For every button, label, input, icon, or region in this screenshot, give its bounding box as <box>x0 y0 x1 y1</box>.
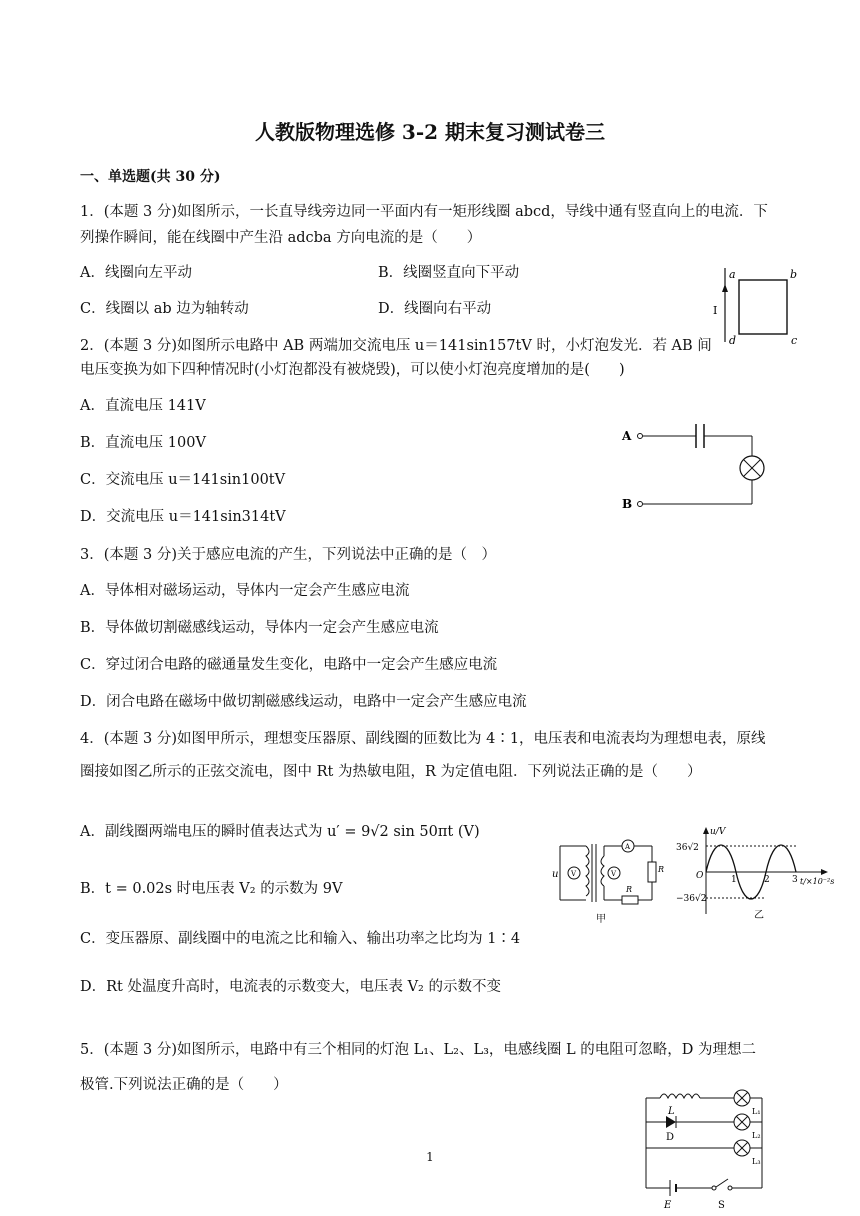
q4-stem-line1: 4．(本题 3 分)如图甲所示，理想变压器原、副线圈的匝数比为 4∶1，电压表和电流表均为理想电表，原线 <box>80 731 766 747</box>
inductor-label: L <box>668 1106 675 1117</box>
corner-d-label: d <box>729 334 737 347</box>
diode-label: D <box>666 1132 675 1143</box>
q1-option-a: A．线圈向左平动 <box>80 265 192 281</box>
q3-option-d: D．闭合电路在磁场中做切割磁感线运动，电路中一定会产生感应电流 <box>80 694 527 710</box>
q2-stem-line2: 电压变换为如下四种情况时(小灯泡都没有被烧毁)，可以使小灯泡亮度增加的是( ) <box>80 362 625 378</box>
svg-text:V: V <box>571 870 577 878</box>
q4-stem-line2: 圈接如图乙所示的正弦交流电，图中 Rt 为热敏电阻，R 为定值电阻．下列说法正确的是（ ） <box>80 764 702 780</box>
switch-label: S <box>718 1200 725 1211</box>
x-axis-label: t/×10⁻²s <box>800 877 835 886</box>
y-axis-label: u/V <box>710 827 726 837</box>
q3-option-a: A．导体相对磁场运动，导体内一定会产生感应电流 <box>80 583 410 599</box>
q4-option-c: C．变压器原、副线圈中的电流之比和输入、输出功率之比均为 1∶4 <box>80 931 521 947</box>
lamp-l1-label: L₁ <box>752 1107 761 1116</box>
q4-option-b: B．t = 0.02s 时电压表 V₂ 的示数为 9V <box>80 881 343 897</box>
q5-stem-line2: 极管.下列说法正确的是（ ） <box>80 1077 288 1093</box>
tick-2-label: 2 <box>764 875 770 885</box>
q4-option-d: D．Rt 处温度升高时，电流表的示数变大，电压表 V₂ 的示数不变 <box>80 979 501 995</box>
section-heading: 一、单选题(共 30 分) <box>80 169 221 185</box>
q1-option-d: D．线圈向右平动 <box>378 301 492 317</box>
lamp-l3-label: L₃ <box>752 1157 761 1166</box>
origin-label: O <box>696 871 704 881</box>
switch-icon <box>716 1179 728 1187</box>
current-label: I <box>713 304 718 317</box>
q1-stem-line2: 列操作瞬间，能在线圈中产生沿 adcba 方向电流的是（ ） <box>80 230 482 246</box>
q5-stem-line1: 5．(本题 3 分)如图所示，电路中有三个相同的灯泡 L₁、L₂、L₃，电感线圈 L 的电阻可忽略，D 为理想二 <box>80 1042 756 1058</box>
lamp-l2-label: L₂ <box>752 1131 761 1140</box>
resistor-icon <box>622 896 638 904</box>
q5-figure-lamp-circuit <box>636 1084 786 1212</box>
q1-option-c: C．线圈以 ab 边为轴转动 <box>80 301 249 317</box>
q1-stem-line1: 1．(本题 3 分)如图所示，一长直导线旁边同一平面内有一矩形线圈 abcd，导线中通有竖直向上的电流．下 <box>80 204 768 220</box>
q2-option-d: D．交流电压 u＝141sin314tV <box>80 509 286 525</box>
q4-option-a: A．副线圈两端电压的瞬时值表达式为 u′ = 9√2 sin 50πt (V) <box>80 824 480 840</box>
terminal-a-label: A <box>622 429 632 443</box>
page-number: 1 <box>426 1150 434 1164</box>
page-title: 人教版物理选修 3-2 期末复习测试卷三 <box>254 120 606 144</box>
q2-option-c: C．交流电压 u＝141sin100tV <box>80 472 286 488</box>
q2-option-b: B．直流电压 100V <box>80 435 206 451</box>
svg-text:R: R <box>658 865 665 874</box>
q2-stem-line1: 2．(本题 3 分)如图所示电路中 AB 两端加交流电压 u＝141sin157tV 时，小灯泡发光．若 AB 间 <box>80 338 712 354</box>
q3-option-b: B．导体做切割磁感线运动，导体内一定会产生感应电流 <box>80 620 439 636</box>
y-max-label: 36√2 <box>676 843 699 853</box>
q2-option-a: A．直流电压 141V <box>80 398 206 414</box>
svg-text:A: A <box>625 843 631 851</box>
corner-b-label: b <box>790 268 798 281</box>
battery-label: E <box>664 1200 672 1211</box>
q1-figure-wire-coil <box>705 262 805 350</box>
q3-stem: 3．(本题 3 分)关于感应电流的产生，下列说法中正确的是（ ） <box>80 547 496 563</box>
corner-a-label: a <box>729 268 736 281</box>
thermistor-icon <box>648 862 656 882</box>
q1-option-b: B．线圈竖直向下平动 <box>378 265 520 281</box>
q4-figure-sine-graph <box>676 822 844 922</box>
tick-3-label: 3 <box>792 875 798 885</box>
q4-figure-transformer <box>552 832 670 928</box>
figure-jia-caption: 甲 <box>596 914 606 925</box>
figure-yi-caption: 乙 <box>754 910 764 921</box>
tick-1-label: 1 <box>731 875 737 885</box>
y-min-label: −36√2 <box>676 894 707 904</box>
q2-figure-capacitor-circuit <box>618 418 788 518</box>
terminal-b-label: B <box>622 497 633 511</box>
svg-text:V: V <box>611 870 617 878</box>
svg-text:R: R <box>626 885 633 894</box>
inductor-icon <box>660 1094 700 1098</box>
q3-option-c: C．穿过闭合电路的磁通量发生变化，电路中一定会产生感应电流 <box>80 657 498 673</box>
diode-icon <box>666 1116 676 1128</box>
svg-text:u: u <box>552 869 559 880</box>
corner-c-label: c <box>791 334 798 347</box>
